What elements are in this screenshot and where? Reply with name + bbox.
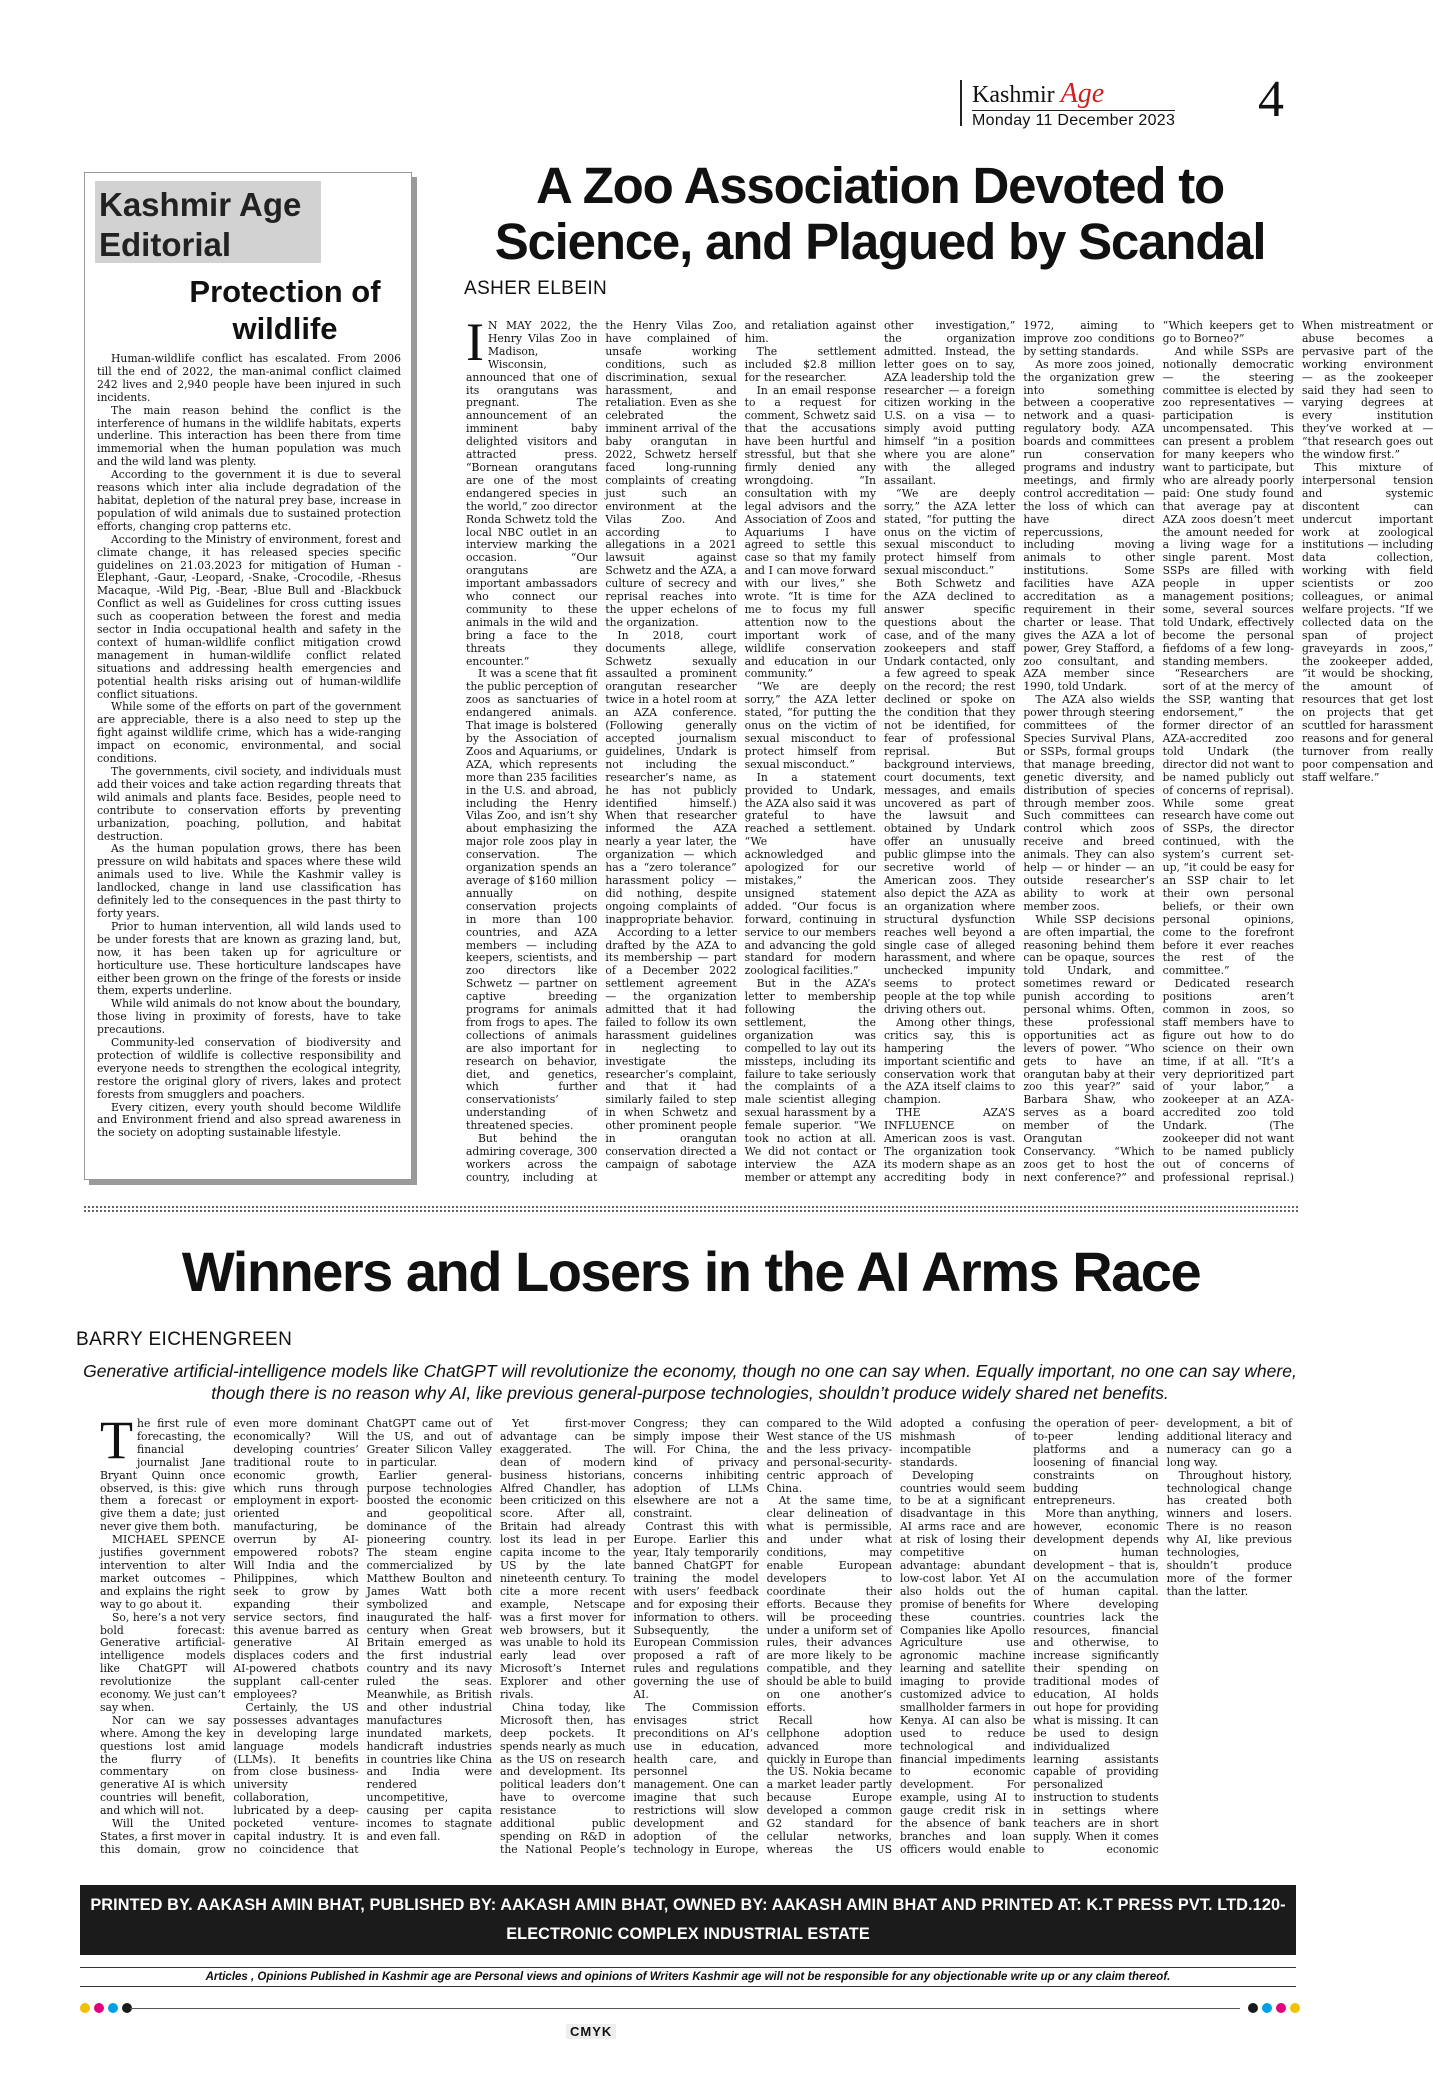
article-2-paragraph: Yet first-mover advantage can be exaggerated. The dean of modern business historians, Alfred Chandler, has been criticized on this score. After all, Britain had already lost its lead in per capita income to the US by the late nineteenth century. To cite a more recent example, Netscape was a first mover for web browsers, but it was unable to hold its early lead over Microsoft’s Internet Explorer and other rivals. [499, 1417, 626, 1702]
color-dot-cyan [108, 2003, 118, 2013]
editorial-paragraph: According to the government it is due to several reasons which inter alia include degradation of the habitat, depletion of the natural prey base, increase in population of wild animals due to sustained protection efforts, changing crop patterns etc. [97, 468, 401, 533]
article-1-paragraph: And while SSPs are notionally democratic — the steering committee is elected by zoo representatives — participation is uncompensated. This can present a problem for many keepers who want to participate, but who are already poorly paid: One study found that average pay at AZA zoos doesn’t meet the amount needed for a living wage for a single parent. Most SSPs are filled with people in upper management positions; some, several sources told Undark, effectively become the personal fiefdoms of a few long-standing members. [1162, 344, 1294, 668]
brand-first: Kashmir [972, 82, 1055, 108]
color-dot-yellow [80, 2003, 90, 2013]
color-dot-magenta [1276, 2003, 1286, 2013]
article-1-lead [466, 312, 598, 668]
editorial-paragraph: The main reason behind the conflict is the interference of humans in the wildlife habitats, experts underline. This interaction has been there from time immemorial when the human population was much and the wild land was plenty. [97, 403, 401, 469]
article-2-paragraph: Certainly, the US possesses advantages in developing large language models (LLMs). It benefits from close business-university collaboration, lubricated by a deep-pocketed venture-capital industry. It is no coincidence that ChatGPT came out of the US, and out of Greater Silicon Valley in particular. [233, 1417, 492, 1856]
disclaimer: Articles , Opinions Published in Kashmir age are Personal views and opinions of Writers Kashmir age will not be responsible for any objectionable write up or any claim thereof. [80, 1967, 1296, 1987]
article-1-lead-text: N MAY 2022, the Henry Vilas Zoo in Madison, Wisconsin, announced that one of its orangutans was pregnant. The announcement of an imminent baby delighted visitors and attracted press. “Bornean orangutans are one of the most endangered species in the world,” zoo director Ronda Schwetz told the local NBC outlet in an interview marking the occasion. “Our orangutans are important ambassadors who connect our community to these animals in the wild and bring a face to the threats they encounter.” [466, 319, 598, 668]
article-1-paragraph: In an email response to a request for comment, Schwetz said that the accusations have been hurtful and stressful, but that she firmly denied any wrongdoing. “In consultation with my legal advisors and the Association of Zoos and Aquariums I have agreed to settle this case so that my family and I can move forward with our lives,” she wrote. “It is time for me to focus my full attention now to the important work of wildlife conservation and education in our community.” [744, 383, 876, 681]
article-2-lead-text: he first rule of forecasting, the financial journalist Jane Bryant Quinn once observed, is this: give them a forecast or give them a date; just never give them both. [100, 1417, 226, 1534]
article-2-paragraph: Contrast this with Europe. Earlier this year, Italy temporarily banned ChatGPT for training the model with users’ feedback and for exposing their information to others. Subsequently, the European Commission proposed a raft of rules and regulations governing the use of AI. [633, 1520, 759, 1702]
article-1-paragraph: But in the AZA’s letter to membership following the settlement, the organization was compelled to lay out its missteps, including its failure to take seriously the complaints of a male scientist alleging sexual harassment by a female superior. “We took no action at all. We did not contact or interview the AZA member or attempt any other investigation,” the organization admitted. Instead, the letter goes on to say, AZA leadership told the researcher — a foreign citizen working in the U.S. on a visa — to simply avoid putting himself “in a position where you are alone” with the alleged assailant. [744, 319, 1016, 1184]
article-1-paragraph: According to a letter drafted by the AZA to its membership — part of a December 2022 settlement agreement — the organization admitted that it had failed to follow its own harassment guidelines in neglecting to investigate the researcher’s complaint, and that it had similarly failed to step in when Schwetz and other prominent people in orangutan conservation directed a campaign of sabotage and retaliation against him. [605, 319, 876, 1171]
brand-second: Age [1060, 78, 1105, 109]
editorial-paragraph: Prior to human intervention, all wild lands used to be under forests that are known as grazing land, but, now, it has been taken up for agriculture or horticulture use. These horticulture landscapes have either been grown on the fringe of the forests or inside them, experts underline. [97, 919, 401, 998]
color-dot-cyan [1262, 2003, 1272, 2013]
article-2-paragraph: At the same time, clear delineation of what is permissible, and under what conditions, may enable European developers to coordinate their efforts. Because they will be proceeding under a uniform set of rules, their advances are more likely to be compatible, and they should be able to build on one another’s efforts. [766, 1494, 892, 1714]
article-1-body [466, 312, 1433, 1192]
editorial-box [84, 172, 412, 1180]
article-1-paragraph: In 2018, court documents allege, Schwetz sexually assaulted a prominent orangutan researcher twice in a hotel room at an AZA conference. (Following generally accepted journalism guidelines, Undark is not including the researcher’s name, as he has not publicly identified himself.) When that researcher informed the AZA nearly a year later, the organization — which has a “zero tolerance” harassment policy — did nothing, despite ongoing complaints of inappropriate behavior. [605, 628, 737, 926]
article-2-paragraph: Developing countries would seem to be at a significant disadvantage in this AI arms race and are at risk of losing their competitive advantage: abundant low-cost labor. Yet AI also holds out the promise of benefits for these countries. Companies like Apollo Agriculture use agronomic machine learning and satellite imaging to provide customized advice to smallholder farmers in Kenya. AI can also be used to reduce technological and financial impediments to economic development. For example, using AI to gauge credit risk in the absence of bank branches and loan officers would enable the operation of peer-to-peer lending platforms and a loosening of financial constraints on budding entrepreneurs. [899, 1417, 1159, 1856]
article-1-headline: A Zoo Association Devoted to Science, and Plagued by Scandal [494, 157, 1266, 270]
article-2-paragraph: The Commission envisages strict preconditions on AI’s use in education, health care, and personnel management. One can imagine that such restrictions will slow development and adoption of the technology in Europe, compared to the Wild West stance of the US and the less privacy- and personal-security-centric approach of China. [633, 1417, 892, 1856]
masthead [960, 78, 1300, 130]
article-1-paragraph: THE AZA’S INFLUENCE on American zoos is vast. The organization took its modern shape as an accrediting body in 1972, aiming to improve zoo conditions by setting standards. [883, 319, 1155, 1184]
article-2-deck: Generative artificial-intelligence models like ChatGPT will revolutionize the economy, though no one can say when. Equally important, no one can say where, though there is no reason why AI, like previous general-purpose technologies, shouldn’t produce widely shared net benefits. [83, 1361, 1297, 1403]
article-2-body [100, 1410, 1292, 1868]
article-1-paragraph: The AZA also wields power through steering committees of the Species Survival Plans, or SSPs, formal groups that manage breeding, genetic diversity, and distribution of species through member zoos. Such committees can control which zoos receive and breed animals. They can also help — or hinder — an outside researcher’s ability to work at member zoos. [1023, 693, 1155, 913]
article-1-paragraph: Both Schwetz and the AZA declined to answer specific questions about the case, and of the many zookeepers and staff Undark contacted, only a few agreed to speak on the record; the rest declined or spoke on the condition that they not be identified, for fear of professional reprisal. But background interviews, court documents, text messages, and emails uncovered as part of the lawsuit and obtained by Undark offer an unusually public glimpse into the secretive world of American zoos. They also depict the AZA as an organization where structural dysfunction reaches well beyond a single case of alleged harassment, and where unchecked impunity seems to protect people at the top while driving others out. [883, 577, 1016, 1017]
article-2-paragraph: More than anything, however, economic development depends on human development – that is, on the accumulation of human capital. Where developing countries lack the resources, financial and otherwise, to increase significantly their spending on traditional modes of education, AI holds out hope for providing what is missing. It can be used to design individualized learning assistants capable of providing personalized instruction to students in settings where teachers are in short supply. When it comes to economic development, a bit of additional literacy and numeracy can go a long way. [1033, 1417, 1292, 1856]
article-1-paragraph: “Researchers are sort of at the mercy of the SSP, wanting that endorsement,” the former director of an AZA-accredited zoo told Undark (the director did not want to be named publicly out of concerns of reprisal). While some great research have come out of SSPs, the director continued, with the system’s current set-up, “it could be easy for an SSP chair to let their own personal beliefs, or their own personal opinions, come to the forefront before it ever reaches the rest of the committee.” [1162, 667, 1294, 978]
registration-dots-right [1248, 2001, 1300, 2015]
article-2-paragraph: Throughout history, technological change has created both winners and losers. There is no reason why AI, like previous technologies, shouldn’t produce more of the former than the latter. [1166, 1468, 1292, 1598]
article-1-paragraph: “We are deeply sorry,” the AZA letter stated, “for putting the onus on the victim of sexual misconduct to protect himself from sexual misconduct.” [744, 680, 876, 771]
article-2-paragraph: Earlier general-purpose technologies boosted the economic and geopolitical dominance of the pioneering country. The steam engine commercialized by Matthew Boulton and James Watt both symbolized and inaugurated the half-century when Great Britain emerged as the first industrial country and its navy ruled the seas. Meanwhile, as British and other industrial manufactures inundated markets, handicraft industries in countries like China and India were rendered uncompetitive, causing per capita incomes to stagnate and even fall. [366, 1468, 492, 1843]
article-1-dropcap: I [466, 312, 484, 372]
article-2-paragraph: Recall how cellphone adoption advanced more quickly in Europe than the US. Nokia became a market leader partly because Europe developed a common G2 standard for cellular networks, whereas the US adopted a confusing mishmash of incompatible standards. [766, 1417, 1026, 1856]
article-1-paragraph: Dedicated research positions aren’t common in zoos, so staff members have to figure out how to do science on their own time, if at all. “It’s a very deprioritized part of your labor,” a zookeeper at an AZA-accredited zoo told Undark. (The zookeeper did not want to be named publicly out of concerns of professional reprisal.) When mistreatment or abuse becomes a pervasive part of the working environment — as the zookeeper said they had seen to varying degrees at every institution they’ve worked at — “that research goes out the window first.” [1162, 319, 1433, 1184]
editorial-label: Kashmir Age Editorial [95, 181, 321, 263]
registration-dots-left [80, 2001, 132, 2015]
editorial-paragraph: Community-led conservation of biodiversity and protection of wildlife is collective responsibility and everyone needs to strengthen the ecological integrity, restore the original glory of rivers, lakes and protect forests from smugglers and poachers. [97, 1036, 401, 1101]
article-2-headline: Winners and Losers in the AI Arms Race [181, 1240, 1201, 1303]
color-dot-magenta [94, 2003, 104, 2013]
article-2-byline: BARRY EICHENGREEN [76, 1329, 293, 1350]
editorial-paragraph: As the human population grows, there has been pressure on wild habitats and spaces where these wild animals used to live. While the Kashmir valley is landlocked, change in land use classification has definitely led to the consequences in the past thirty to forty years. [97, 842, 401, 920]
editorial-paragraph: Every citizen, every youth should become Wildlife and Environment friend and also spread awareness in the society on adopting sustainable lifestyle. [97, 1100, 401, 1140]
editorial-paragraph: Human-wildlife conflict has escalated. From 2006 till the end of 2022, the man-animal conflict claimed 242 lives and 2,940 people have been injured in such incidents. [97, 352, 401, 404]
article-1-paragraph: It was a scene that fit the public perception of zoos as sanctuaries of endangered animals. That image is bolstered by the Association of Zoos and Aquariums, or AZA, which represents more than 235 facilities in the U.S. and abroad, including the Henry Vilas Zoo, and isn’t shy about emphasizing the major role zoos play in conservation. The organization spends an average of $160 million annually on conservation projects in more than 100 countries, and AZA members — including keepers, scientists, and zoo directors like Schwetz — partner on captive breeding programs for animals from frogs to apes. The collections of animals are also important for research on behavior, diet, and genetics, which further conservationists’ understanding of threatened species. [466, 667, 598, 1133]
article-2-paragraph: MICHAEL SPENCE justifies government intervention to alter market outcomes – and explains the right way to go about it. [100, 1533, 226, 1611]
cmyk-mark: CMYK [566, 2024, 616, 2039]
article-2-paragraph: So, here’s a not very bold forecast: Generative artificial-intelligence models like ChatGPT will revolutionize the economy. We just can’t say when. [100, 1610, 226, 1714]
color-dot-black [1248, 2003, 1258, 2013]
article-1-byline: ASHER ELBEIN [464, 278, 608, 299]
editorial-paragraph: According to the Ministry of environment, forest and climate change, it has released species specific guidelines on 21.03.2023 for mitigation of Human -Elephant, -Gaur, -Leopard, -Snake, -Crocodile, -Rhesus Macaque, -Wild Pig, -Bear, -Blue Bull and -Blackbuck Conflict as well as Guidelines for cross cutting issues such as cooperation between the forest and media sector in India occupational health and safety in the context of human-wildlife conflict mitigation crowd management in human-wildlife conflict related situations and addressing health emergencies and potential health risks arising out of human-wildlife conflict situations. [97, 532, 401, 701]
masthead-brand [972, 78, 1104, 110]
article-1-paragraph: In a statement provided to Undark, the AZA also said it was grateful to have reached a settlement. “We have acknowledged and apologized for our mistakes,” the unsigned statement added. “Our focus is forward, continuing in service to our members and advancing the gold standard for modern zoological facilities.” [744, 770, 876, 978]
article-1-paragraph: While SSP decisions are often impartial, the reasoning behind them can be opaque, sources told Undark, and sometimes reward or punish according to personal whims. Often, these professional opportunities act as levers of power. “Who gets to have an orangutan baby at their zoo this year?” said Barbara Shaw, who serves as a board member of the Orangutan Conservancy. “Which zoos get to host the next conference?” and “Which keepers get to go to Borneo?” [1023, 319, 1294, 1184]
editorial-paragraph: The governments, civil society, and individuals must add their voices and take action regarding threats that wild animals and plants face. Besides, people need to contribute to conservation efforts by preventing urbanization, poaching, pollution, and habitat destruction. [97, 765, 401, 843]
masthead-rule [960, 80, 962, 126]
imprint-line-2: RANGRETH BUDGAM, J&K. AND PUBLISHED AT: MEDIA ENCLAVE RESIDENCY ROAD SGR. 190001 J&K. EDITOR: AAKASH AMIN BHAT, JKENG/2006/23952 [153, 1954, 1223, 2001]
article-1-paragraph: Among other things, critics say, this is hampering the important scientific and conservation work that the AZA itself claims to champion. [883, 1015, 1016, 1107]
imprint-line-1: PRINTED BY. AAKASH AMIN BHAT, PUBLISHED BY: AAKASH AMIN BHAT, OWNED BY: AAKASH AMIN BHAT AND PRINTED AT: K.T PRESS PVT. LTD.120- ELECTRONIC COMPLEX INDUSTRIAL ESTATE [90, 1896, 1286, 1943]
article-1-paragraph: As more zoos joined, the organization grew into something between a cooperative network and a quasi-regulatory body. AZA boards and committees run conservation programs and industry meetings, and firmly control accreditation — the loss of which can have direct repercussions, including moving animals to other institutions. Some facilities have AZA accreditation as a requirement in their charter or lease. That gives the AZA a lot of power, Grey Stafford, a zoo consultant, and AZA member since 1990, told Undark. [1023, 357, 1155, 694]
article-2-dropcap: T [100, 1410, 133, 1470]
registration-line [130, 2008, 1240, 2009]
issue-date: Monday 11 December 2023 [972, 112, 1176, 129]
editorial-paragraph: While some of the efforts on part of the government are appreciable, there is a also need to step up the fight against wildlife crime, which has a wide-ranging impact on economic, environmental, and social conditions. [97, 700, 401, 766]
article-2-paragraph: Nor can we say where. Among the key questions lost amid the flurry of commentary on generative AI is which countries will benefit, and which will not. [100, 1713, 226, 1818]
page-number: 4 [1258, 71, 1284, 128]
color-dot-yellow [1290, 2003, 1300, 2013]
article-2-paragraph: China today, like Microsoft then, has deep pockets. It spends nearly as much as the US on research and development. Its political leaders don’t have to overcome resistance to additional public spending on R&D in the National People’s Congress; they can simply impose their will. For China, the kind of privacy concerns inhibiting adoption of LLMs elsewhere are not a constraint. [499, 1417, 759, 1856]
section-divider [84, 1206, 1298, 1212]
editorial-title: Protection of wildlife [189, 274, 381, 346]
editorial-paragraph: While wild animals do not know about the boundary, those living in proximity of forests, have to take precautions. [97, 997, 401, 1037]
editorial-body [97, 353, 401, 1140]
article-2-paragraph: Will the United States, a first mover in this domain, grow even more dominant economically? Will developing countries’ traditional route to economic growth, which runs through employment in export-oriented manufacturing, be overrun by AI-empowered robots? Will India and the Philippines, which seek to grow by expanding their service sectors, find this avenue barred as generative AI displaces coders and AI-powered chatbots supplant call-center employees? [100, 1417, 359, 1856]
article-1-paragraph: “We are deeply sorry,” the AZA letter stated, “for putting the onus on the victim of sexual misconduct to protect himself from sexual misconduct.” [883, 486, 1016, 578]
article-1-paragraph: The settlement included $2.8 million for the researcher. [744, 344, 876, 384]
article-2-lead [100, 1410, 226, 1534]
article-1-paragraph: But behind the admiring coverage, 300 workers across the country, including at the Henry Vilas Zoo, have complained of unsafe working conditions, such as discrimination, sexual harassment, and retaliation. Even as she celebrated the imminent arrival of the baby orangutan in 2022, Schwetz herself faced long-running complaints of creating just such an environment at the Vilas Zoo. And according to allegations in a 2021 lawsuit against Schwetz and the AZA, a culture of secrecy and reprisal reaches into the upper echelons of the organization. [466, 319, 737, 1184]
article-1-paragraph: This mixture of interpersonal tension and systemic discontent can undercut important work at zoological institutions — including data collection, working with field scientists or zoo colleagues, or animal welfare projects. “If we collected data on the span of project graveyards in zoos,” the zookeeper added, “it would be shocking, the amount of resources that get lost on projects that get scuttled for harassment reasons and for general turnover from really poor compensation and staff welfare.” [1301, 460, 1433, 784]
